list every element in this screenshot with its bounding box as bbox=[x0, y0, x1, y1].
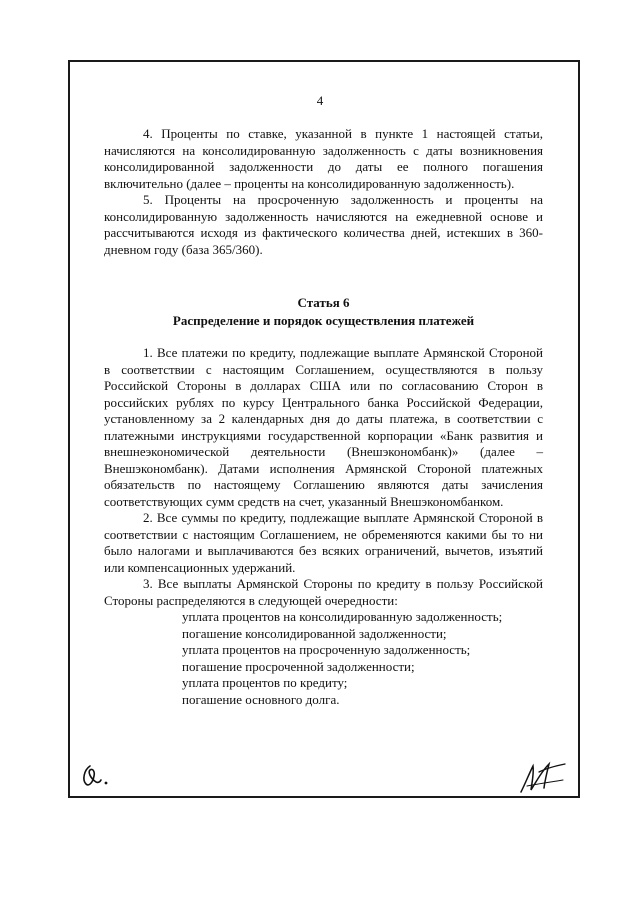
article-title: Распределение и порядок осуществления платежей bbox=[172, 313, 475, 328]
page-number: 4 bbox=[316, 93, 324, 108]
paragraphs-top bbox=[104, 126, 543, 258]
initials-signature-left bbox=[76, 760, 116, 795]
list-item: уплата процентов на консолидированную задолженность; bbox=[182, 609, 503, 624]
list-item: уплата процентов по кредиту; bbox=[182, 675, 348, 690]
paragraph-5: 5. Проценты на просроченную задолженность и проценты на консолидированную задолженность начисляются на ежедневной основе и рассчитываются исходя из фактического количества дней, истекших в 360-дневном году (база 365/360). bbox=[104, 192, 543, 257]
article-number: Статья 6 bbox=[297, 295, 350, 310]
article-paragraph-3: 3. Все выплаты Армянской Стороны по кредиту в пользу Российской Стороны распределяются в следующей очередности: bbox=[104, 576, 543, 608]
list-item: уплата процентов на просроченную задолженность; bbox=[182, 642, 471, 657]
list-item: погашение основного долга. bbox=[182, 691, 340, 707]
list-item: погашение консолидированной задолженности; bbox=[182, 625, 447, 641]
paragraph-4: 4. Проценты по ставке, указанной в пункте 1 настоящей статьи, начисляются на консолидированную задолженность с даты возникновения консолидированной задолженности до даты ее полного погашения включительно (далее – проценты на консолидированную задолженность). bbox=[104, 126, 543, 191]
article-body bbox=[104, 345, 543, 708]
article-paragraph-1: 1. Все платежи по кредиту, подлежащие выплате Армянской Стороной в соответствии с настоящим Соглашением, осуществляются в пользу Российской Стороны в долларах США или по согласованию Сторон в российских рублях по курсу Центрального банка Российской Федерации, установленному за 2 календарных дня до даты платежа, в соответствии с платежными инструкциями государственной корпорации «Банк развития и внешнеэкономической деятельности (Внешэкономбанк)» (далее – Внешэкономбанк). Датами исполнения Армянской Стороной платежных обязательств по настоящему Соглашению являются даты зачисления соответствующих сумм средств на счет, указанный Внешэкономбанком. bbox=[104, 345, 543, 509]
signature-right bbox=[515, 758, 570, 803]
handwritten-initials-icon bbox=[76, 760, 116, 790]
handwritten-signature-icon bbox=[515, 758, 570, 798]
article-paragraph-2: 2. Все суммы по кредиту, подлежащие выплате Армянской Стороной в соответствии с настоящим Соглашением, не обременяются какими бы то ни было налогами и выплачиваются без всяких ограничений, вычетов, изъятий или компенсационных удержаний. bbox=[104, 510, 543, 575]
list-item: погашение просроченной задолженности; bbox=[182, 658, 415, 674]
